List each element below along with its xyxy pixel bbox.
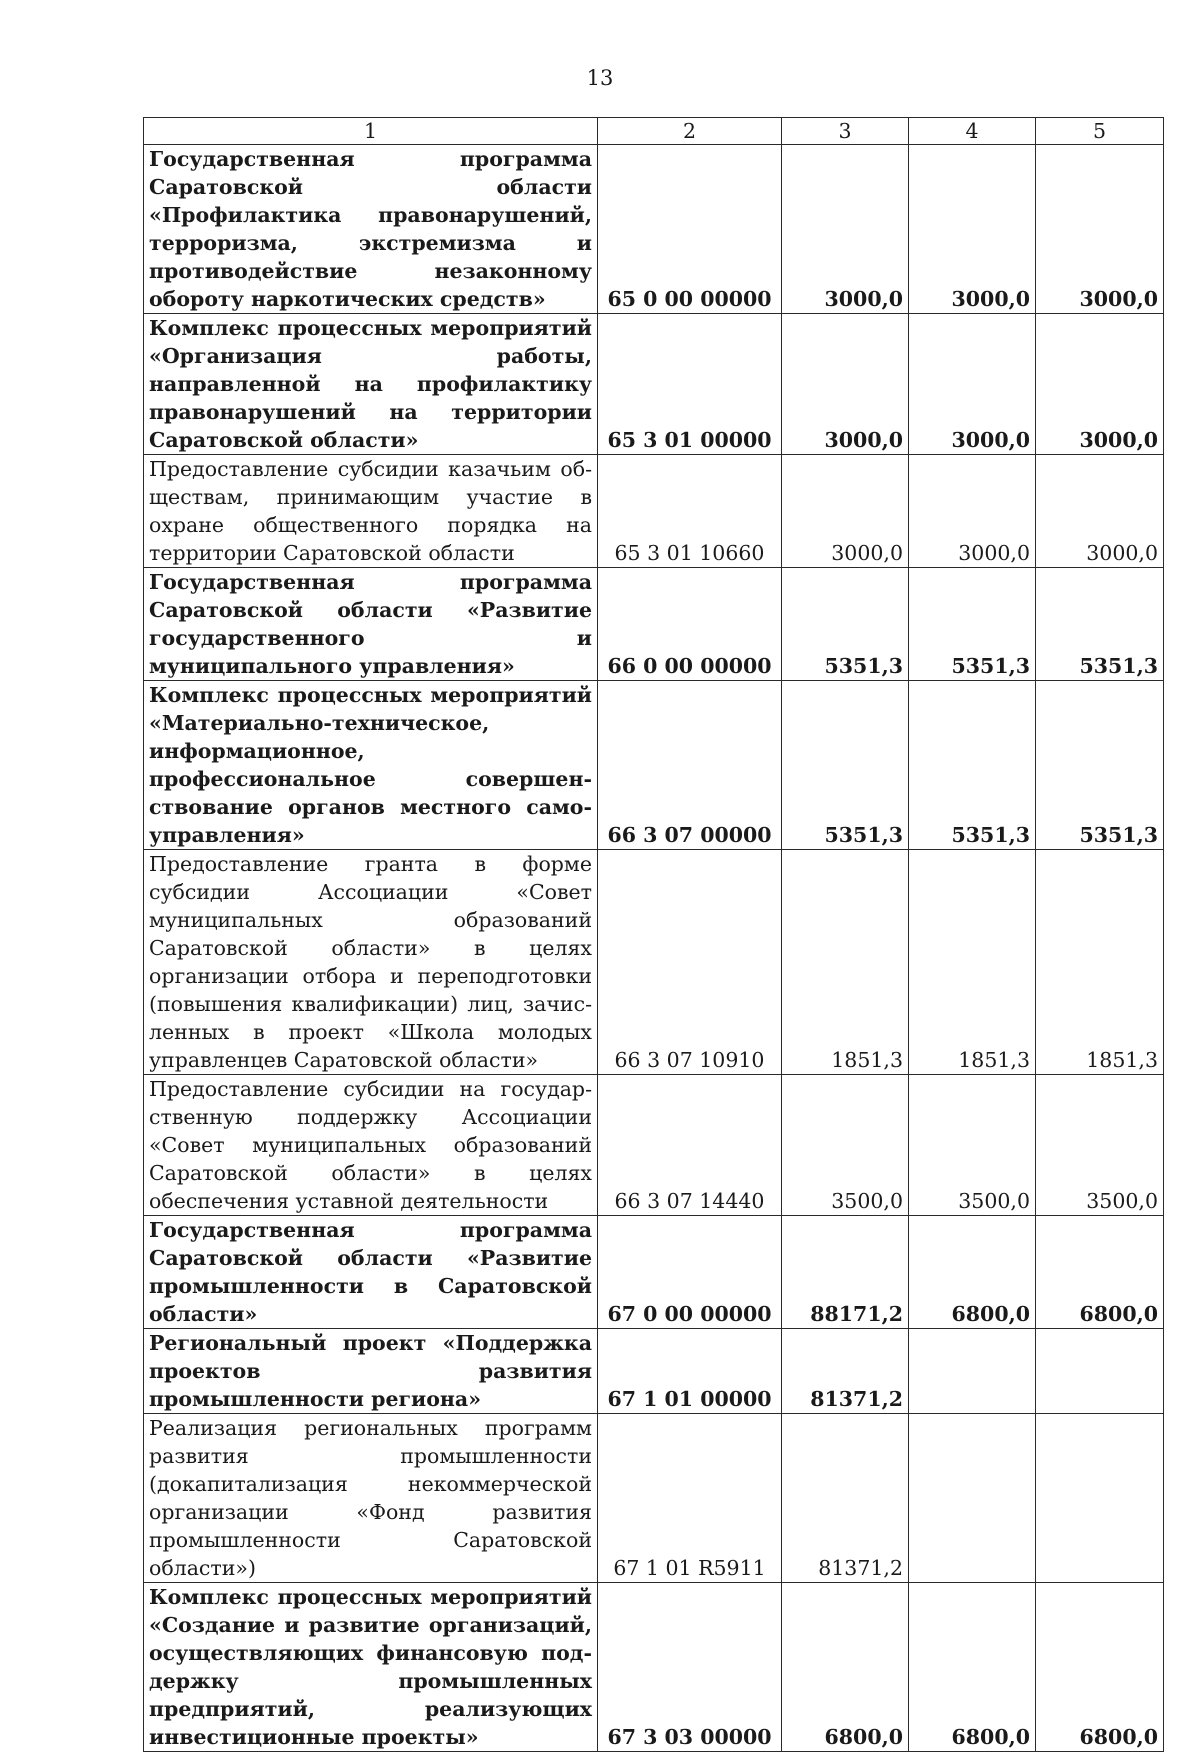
row-value-year1-cell: 81371,2 <box>782 1329 909 1414</box>
row-value-year2-cell: 3000,0 <box>909 145 1036 314</box>
table-row <box>144 568 1164 681</box>
table-row <box>144 1075 1164 1216</box>
row-name-cell: Предоставление субсидии на государственную поддержку Ассоциации «Совет муниципальных образований Саратовской области» в целях обеспечения уставной деятельности <box>144 1075 598 1216</box>
row-value-year2-cell <box>909 1329 1036 1414</box>
row-name-cell: Комплекс процессных мероприятий «Материально-техническое, информационное, профессиональное совершенствование органов местного самоуправления» <box>144 681 598 850</box>
row-code-cell: 67 1 01 00000 <box>598 1329 782 1414</box>
row-value-year1-cell: 6800,0 <box>782 1583 909 1752</box>
row-value-year3-cell: 6800,0 <box>1036 1583 1164 1752</box>
column-header-2: 2 <box>598 118 782 145</box>
row-value-year3-cell: 3000,0 <box>1036 145 1164 314</box>
row-name-cell: Региональный проект «Поддержка проектов развития промышленности региона» <box>144 1329 598 1414</box>
row-value-year2-cell: 3500,0 <box>909 1075 1036 1216</box>
row-value-year2-cell: 5351,3 <box>909 568 1036 681</box>
row-value-year3-cell: 6800,0 <box>1036 1216 1164 1329</box>
row-value-year3-cell: 1851,3 <box>1036 850 1164 1075</box>
row-name-cell: Государственная программа Саратовской области «Развитие промышленности в Саратовской области» <box>144 1216 598 1329</box>
row-value-year2-cell <box>909 1414 1036 1583</box>
row-value-year1-cell: 3000,0 <box>782 145 909 314</box>
row-name-cell: Государственная программа Саратовской области «Профилактика правонарушений, терроризма, экстремизма и противодействие незаконному обороту наркотических средств» <box>144 145 598 314</box>
row-code-cell: 66 0 00 00000 <box>598 568 782 681</box>
column-header-1: 1 <box>144 118 598 145</box>
table-row <box>144 1583 1164 1752</box>
row-value-year1-cell: 3000,0 <box>782 455 909 568</box>
row-value-year2-cell: 6800,0 <box>909 1216 1036 1329</box>
row-name-cell: Предоставление субсидии казачьим обществам, принимающим участие в охране общественного порядка на территории Саратовской области <box>144 455 598 568</box>
row-code-cell: 66 3 07 10910 <box>598 850 782 1075</box>
row-code-cell: 66 3 07 14440 <box>598 1075 782 1216</box>
row-value-year1-cell: 5351,3 <box>782 568 909 681</box>
table-row <box>144 1414 1164 1583</box>
row-value-year1-cell: 3000,0 <box>782 314 909 455</box>
table-row <box>144 1216 1164 1329</box>
row-value-year3-cell: 3000,0 <box>1036 455 1164 568</box>
table-row <box>144 1329 1164 1414</box>
row-value-year1-cell: 5351,3 <box>782 681 909 850</box>
table-row <box>144 850 1164 1075</box>
row-value-year1-cell: 88171,2 <box>782 1216 909 1329</box>
row-code-cell: 65 0 00 00000 <box>598 145 782 314</box>
row-value-year2-cell: 5351,3 <box>909 681 1036 850</box>
column-header-4: 4 <box>909 118 1036 145</box>
row-name-cell: Предоставление гранта в форме субсидии Ассоциации «Совет муниципальных образований Саратовской области» в целях организации отбора и переподготовки (повышения квалификации) лиц, зачисленных в проект «Школа молодых управленцев Саратовской области» <box>144 850 598 1075</box>
page-number: 13 <box>586 66 614 90</box>
row-value-year3-cell: 3000,0 <box>1036 314 1164 455</box>
row-value-year1-cell: 1851,3 <box>782 850 909 1075</box>
row-value-year1-cell: 81371,2 <box>782 1414 909 1583</box>
row-value-year3-cell <box>1036 1414 1164 1583</box>
row-name-cell: Реализация региональных программ развития промышленности (докапитализация некоммерческой организации «Фонд развития промышленности Саратовской области») <box>144 1414 598 1583</box>
row-code-cell: 66 3 07 00000 <box>598 681 782 850</box>
column-header-3: 3 <box>782 118 909 145</box>
row-value-year3-cell: 5351,3 <box>1036 568 1164 681</box>
row-code-cell: 67 1 01 R5911 <box>598 1414 782 1583</box>
budget-table-body <box>144 118 1164 1752</box>
row-code-cell: 67 3 03 00000 <box>598 1583 782 1752</box>
row-value-year1-cell: 3500,0 <box>782 1075 909 1216</box>
row-name-cell: Комплекс процессных мероприятий «Организация работы, направленной на профилактику правонарушений на территории Саратовской области» <box>144 314 598 455</box>
table-row <box>144 314 1164 455</box>
budget-table <box>143 117 1164 1752</box>
column-header-5: 5 <box>1036 118 1164 145</box>
row-name-cell: Государственная программа Саратовской области «Развитие государственного и муниципального управления» <box>144 568 598 681</box>
table-row <box>144 455 1164 568</box>
header-row <box>144 118 1164 145</box>
row-value-year2-cell: 3000,0 <box>909 455 1036 568</box>
row-value-year2-cell: 6800,0 <box>909 1583 1036 1752</box>
row-value-year2-cell: 1851,3 <box>909 850 1036 1075</box>
table-row <box>144 681 1164 850</box>
row-code-cell: 67 0 00 00000 <box>598 1216 782 1329</box>
row-value-year3-cell: 3500,0 <box>1036 1075 1164 1216</box>
row-value-year2-cell: 3000,0 <box>909 314 1036 455</box>
row-value-year3-cell <box>1036 1329 1164 1414</box>
row-code-cell: 65 3 01 10660 <box>598 455 782 568</box>
row-code-cell: 65 3 01 00000 <box>598 314 782 455</box>
row-value-year3-cell: 5351,3 <box>1036 681 1164 850</box>
table-row <box>144 145 1164 314</box>
row-name-cell: Комплекс процессных мероприятий «Создание и развитие организаций, осуществляющих финансовую поддержку промышленных предприятий, реализующих инвестиционные проекты» <box>144 1583 598 1752</box>
